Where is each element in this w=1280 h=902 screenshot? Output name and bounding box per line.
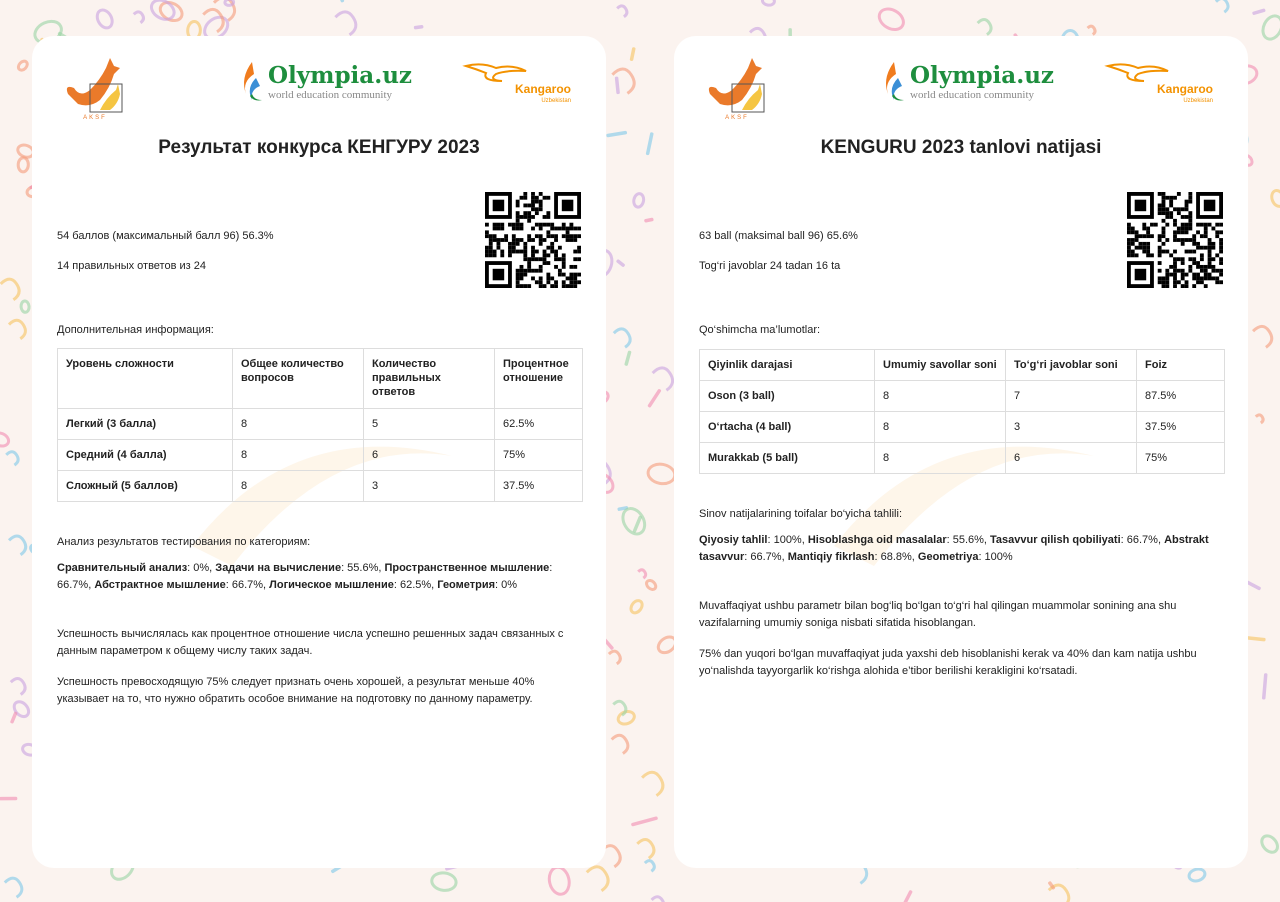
svg-text:AKSF: AKSF (725, 115, 749, 120)
category-name: Абстрактное мышление (94, 579, 226, 591)
column-header: Foiz (1137, 350, 1225, 381)
logos-header (674, 46, 1248, 126)
result-card-uz (674, 36, 1248, 868)
table-header-row (700, 350, 1225, 381)
page-title: KENGURU 2023 tanlovi natijasi (820, 137, 1102, 158)
column-header: Общее количество вопросов (233, 349, 364, 409)
category-value: : 62.5%, (393, 579, 438, 591)
kangaroo-logo: Kangaroo Uzbekistan (1104, 62, 1219, 112)
column-header: Уровень сложности (58, 349, 233, 409)
category-value: : 100%, (767, 534, 808, 546)
table-header-row (58, 349, 583, 409)
correct-answers-text: Tog‘ri javoblar 24 tadan 16 ta (699, 260, 841, 272)
table-cell: 8 (875, 412, 1006, 443)
column-header: Qiyinlik darajasi (700, 350, 875, 381)
table-cell: 3 (364, 471, 495, 502)
category-name: Mantiqiy fikrlash (787, 551, 875, 563)
table-row (700, 443, 1225, 474)
category-value: : 0%, (187, 562, 216, 574)
category-name: Логическое мышление (269, 579, 394, 591)
threshold-note: Успешность превосходящую 75% следует признать очень хорошей, а результат меньше 40% указывает на то, что нужно обратить особое внимание на подготовку по данному параметру. (57, 676, 535, 705)
category-name: Abstrakt tasavvur (699, 534, 1209, 563)
table-cell: 6 (364, 440, 495, 471)
table-cell: 62.5% (495, 409, 583, 440)
table-row (58, 409, 583, 440)
table-cell: 8 (233, 440, 364, 471)
category-results (699, 532, 1224, 566)
table-cell: Oson (3 ball) (700, 381, 875, 412)
category-value: : 55.6%, (341, 562, 385, 574)
table-cell: Легкий (3 балла) (58, 409, 233, 440)
analysis-title: Sinov natijalarining toifalar bo‘yicha tahlili: (699, 508, 903, 520)
category-value: : 66.7%, (57, 562, 553, 591)
category-name: Tasavvur qilish qobiliyati (990, 534, 1121, 546)
success-note: Успешность вычислялась как процентное отношение числа успешно решенных задач связанных с данным параметром к общему числу таких задач. (57, 628, 564, 657)
result-card-ru (32, 36, 606, 868)
olympia-logo: Olympia.uz world education community (240, 60, 412, 104)
qr-code[interactable] (485, 192, 581, 288)
column-header: Umumiy savollar soni (875, 350, 1006, 381)
table-row (700, 412, 1225, 443)
kangaroo-icon (1104, 62, 1219, 82)
table-cell: 37.5% (1137, 412, 1225, 443)
column-header: Процентное отношение (495, 349, 583, 409)
category-value: : 66.7%, (1120, 534, 1165, 546)
table-cell: 8 (875, 443, 1006, 474)
score-text: 54 баллов (максимальный балл 96) 56.3% (57, 230, 274, 242)
analysis-title: Анализ результатов тестирования по категориям: (57, 536, 311, 548)
flame-icon (240, 60, 262, 104)
table-cell: 75% (1137, 443, 1225, 474)
qr-code[interactable] (1127, 192, 1223, 288)
kangaroo-icon (462, 62, 577, 82)
table-cell: 6 (1006, 443, 1137, 474)
category-value: : 100% (978, 551, 1013, 563)
table-cell: 8 (875, 381, 1006, 412)
kangaroo-logo: Kangaroo Uzbekistan (462, 62, 577, 112)
table-cell: 7 (1006, 381, 1137, 412)
category-value: : 0% (495, 579, 518, 591)
category-value: : 66.7%, (225, 579, 270, 591)
column-header: Количество правильных ответов (364, 349, 495, 409)
svg-text:AKSF: AKSF (83, 115, 107, 120)
category-name: Qiyosiy tahlil (699, 534, 768, 546)
category-name: Пространственное мышление (384, 562, 550, 574)
table-row (58, 440, 583, 471)
table-cell: 8 (233, 409, 364, 440)
flame-icon (882, 60, 904, 104)
table-row (700, 381, 1225, 412)
category-name: Hisoblashga oid masalalar (807, 534, 947, 546)
category-value: : 55.6%, (946, 534, 991, 546)
table-cell: Средний (4 балла) (58, 440, 233, 471)
threshold-note: 75% dan yuqori bo‘lgan muvaffaqiyat juda yaxshi deb hisoblanishi kerak va 40% dan kam natija ushbu yo‘nalishda tayyorgarlik ko‘rishga alohida e’tibor berilishi kerakligini ko‘rsatadi. (699, 648, 1197, 677)
table-cell: O‘rtacha (4 ball) (700, 412, 875, 443)
table-cell: 3 (1006, 412, 1137, 443)
table-cell: 75% (495, 440, 583, 471)
table-cell: Murakkab (5 ball) (700, 443, 875, 474)
additional-info-label: Qo‘shimcha ma’lumotlar: (699, 324, 821, 336)
category-name: Геометрия (437, 579, 496, 591)
table-cell: 8 (233, 471, 364, 502)
success-note: Muvaffaqiyat ushbu parametr bilan bog‘liq bo‘lgan to‘g‘ri hal qilingan muammolar sonining ana shu vazifalarning umumiy soniga nisbati sifatida hisoblangan. (699, 600, 1177, 629)
page-title: Результат конкурса КЕНГУРУ 2023 (158, 137, 480, 158)
category-name: Сравнительный анализ (57, 562, 188, 574)
category-value: : 68.8%, (874, 551, 918, 563)
olympia-logo: Olympia.uz world education community (882, 60, 1054, 104)
column-header: To‘g‘ri javoblar soni (1006, 350, 1137, 381)
category-name: Задачи на вычисление (215, 562, 342, 574)
table-cell: 37.5% (495, 471, 583, 502)
logos-header (32, 46, 606, 126)
correct-answers-text: 14 правильных ответов из 24 (57, 260, 206, 272)
table-cell: 5 (364, 409, 495, 440)
difficulty-table (57, 348, 583, 502)
aksf-logo (702, 54, 772, 120)
category-name: Geometriya (917, 551, 979, 563)
score-text: 63 ball (maksimal ball 96) 65.6% (699, 230, 858, 242)
table-cell: 87.5% (1137, 381, 1225, 412)
table-row (58, 471, 583, 502)
aksf-logo (60, 54, 130, 120)
additional-info-label: Дополнительная информация: (57, 324, 214, 336)
category-value: : 66.7%, (744, 551, 788, 563)
difficulty-table (699, 349, 1225, 474)
category-results (57, 560, 582, 594)
table-cell: Сложный (5 баллов) (58, 471, 233, 502)
